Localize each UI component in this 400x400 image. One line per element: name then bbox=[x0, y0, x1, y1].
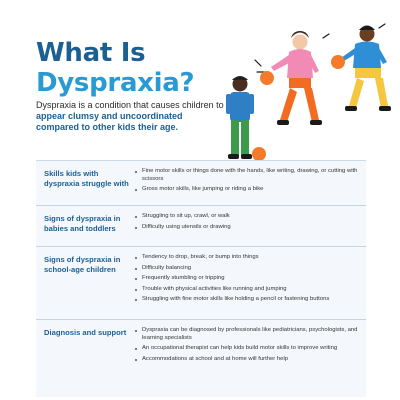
list-item: Fine motor skills or things done with the hands, like writing, drawing, or cutting with scissors bbox=[135, 168, 361, 183]
girl-figure-icon bbox=[271, 31, 322, 125]
section-row bbox=[36, 161, 366, 206]
list-item: Trouble with physical activities like running and jumping bbox=[135, 286, 361, 294]
section-row bbox=[36, 247, 366, 320]
section-list bbox=[135, 327, 361, 366]
list-item: Accommodations at school and at home will further help bbox=[135, 356, 361, 364]
list-item: Difficulty balancing bbox=[135, 265, 361, 273]
list-item: Struggling with fine motor skills like holding a pencil or fastening buttons bbox=[135, 296, 361, 304]
list-item: Difficulty using utensils or drawing bbox=[135, 224, 361, 232]
section-label: Skills kids with dyspraxia struggle with bbox=[44, 169, 129, 188]
section-label: Signs of dyspraxia in school-age children bbox=[44, 255, 121, 274]
section-label: Diagnosis and support bbox=[44, 328, 127, 337]
section-list bbox=[135, 168, 361, 197]
section-list bbox=[135, 213, 361, 234]
intro-paragraph bbox=[36, 100, 226, 133]
children-playing-illustration bbox=[205, 20, 400, 170]
section-row bbox=[36, 320, 366, 397]
list-item: Gross motor skills, like jumping or riding a bike bbox=[135, 186, 361, 194]
info-table bbox=[36, 160, 366, 397]
page-title bbox=[36, 38, 194, 98]
section-list bbox=[135, 254, 361, 307]
ball-icon bbox=[260, 71, 274, 85]
list-item: Frequently stumbling or tripping bbox=[135, 275, 361, 283]
title-line-1: What Is bbox=[36, 38, 146, 68]
list-item: Tendency to drop, break, or bump into things bbox=[135, 254, 361, 262]
ball-icon bbox=[252, 147, 266, 161]
list-item: Struggling to sit up, crawl, or walk bbox=[135, 213, 361, 221]
list-item: Dyspraxia can be diagnosed by professionals like pediatricians, psychologists, and learning specialists bbox=[135, 327, 361, 342]
intro-text: Dyspraxia is a condition that causes children to bbox=[36, 100, 224, 110]
section-row bbox=[36, 206, 366, 247]
list-item: An occupational therapist can help kids build motor skills to improve writing bbox=[135, 345, 361, 353]
ball-icon bbox=[331, 55, 345, 69]
section-label: Signs of dyspraxia in babies and toddlers bbox=[44, 214, 121, 233]
child-figure-icon bbox=[341, 26, 391, 112]
title-line-2: Dyspraxia? bbox=[36, 68, 195, 98]
intro-highlight: appear clumsy and uncoordinated compared to other kids their age. bbox=[36, 111, 183, 132]
boy-figure-icon bbox=[226, 76, 254, 159]
